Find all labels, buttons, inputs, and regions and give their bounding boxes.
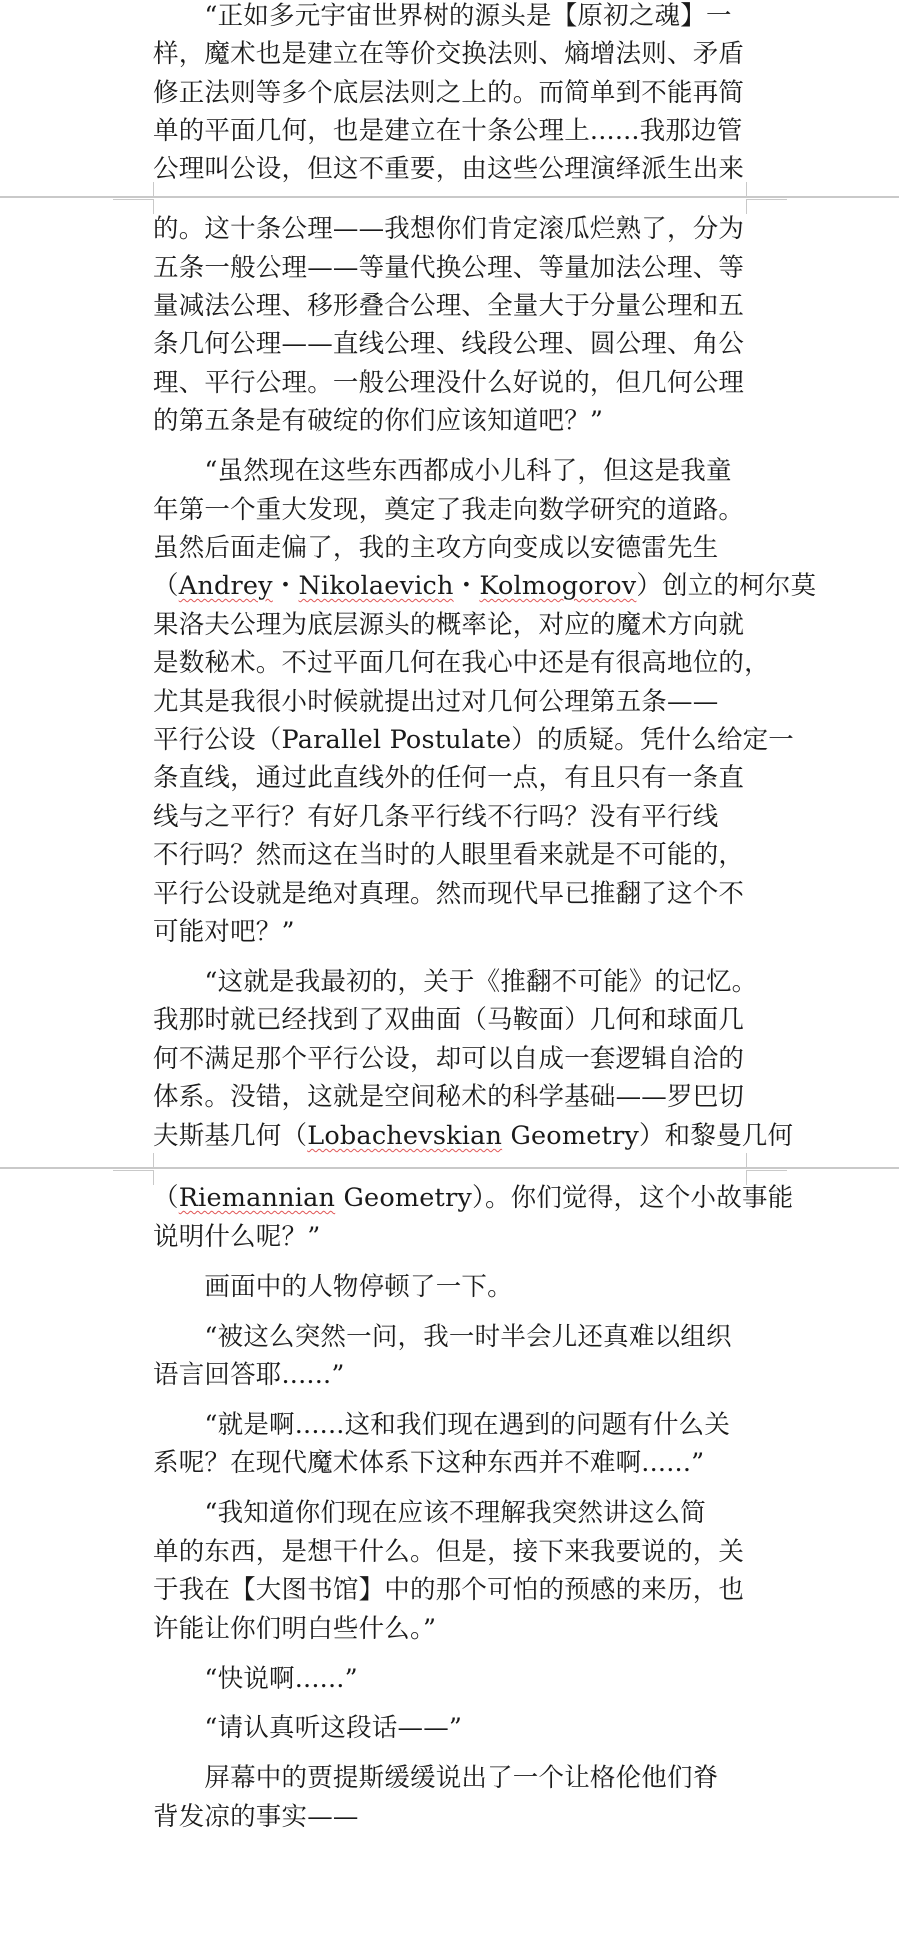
text-line: 单的东西，是想干什么。但是，接下来我要说的，关	[153, 1537, 745, 1567]
paren-open: （	[153, 571, 179, 601]
text-line: 画面中的人物停顿了一下。	[153, 1272, 513, 1302]
text-line: “请认真听这段话——”	[153, 1713, 463, 1743]
text-line: 平行公设就是绝对真理。然而现代早已推翻了这个不	[153, 879, 745, 909]
margin-mark-left-top	[113, 1153, 154, 1168]
margin-mark-left-bottom	[113, 1170, 154, 1185]
text-line: 体系。没错，这就是空间秘术的科学基础——罗巴切	[153, 1082, 745, 1112]
margin-mark-left-bottom	[113, 199, 154, 214]
paren-open: （	[153, 1183, 179, 1213]
margin-mark-right-top	[746, 1153, 787, 1168]
text-line: 五条一般公理——等量代换公理、等量加法公理、等	[153, 253, 745, 283]
spellcheck-word: Andrey	[178, 571, 273, 601]
spellcheck-word: Kolmogorov	[479, 571, 637, 601]
text-line: 果洛夫公理为底层源头的概率论，对应的魔术方向就	[153, 610, 745, 640]
text-line: 何不满足那个平行公设，却可以自成一套逻辑自洽的	[153, 1044, 745, 1074]
text-line: 线与之平行？有好几条平行线不行吗？没有平行线	[153, 802, 719, 832]
text-line-with-names	[153, 1120, 794, 1152]
line-remainder: Geometry）。你们觉得，这个小故事能	[335, 1183, 794, 1213]
text-line: 的。这十条公理——我想你们肯定滚瓜烂熟了，分为	[153, 214, 745, 244]
text-line: 说明什么呢？”	[153, 1222, 321, 1252]
text-line: “我知道你们现在应该不理解我突然讲这么简	[153, 1498, 706, 1528]
text-line: 尤其是我很小时候就提出过对几何公理第五条——	[153, 687, 719, 717]
line-remainder: Geometry）和黎曼几何	[502, 1121, 794, 1151]
text-line: “这就是我最初的，关于《推翻不可能》的记忆。	[153, 967, 758, 997]
text-line: 样，魔术也是建立在等价交换法则、熵增法则、矛盾	[153, 39, 745, 69]
margin-mark-left-top	[113, 182, 154, 197]
text-line: 背发凉的事实——	[153, 1802, 359, 1832]
margin-mark-right-bottom	[746, 199, 787, 214]
text-line-with-names	[153, 570, 817, 602]
text-line: “虽然现在这些东西都成小儿科了，但这是我童	[153, 456, 732, 486]
text-line-with-names	[153, 1182, 794, 1214]
dot-separator: ・	[453, 571, 480, 601]
text-line: 语言回答耶......”	[153, 1360, 345, 1390]
spellcheck-word: Riemannian	[178, 1183, 336, 1213]
text-line: 条直线，通过此直线外的任何一点，有且只有一条直	[153, 763, 745, 793]
text-line: “正如多元宇宙世界树的源头是【原初之魂】一	[153, 1, 732, 31]
text-line: “快说啊......”	[153, 1664, 358, 1694]
dot-separator: ・	[272, 571, 299, 601]
text-line: 年第一个重大发现，奠定了我走向数学研究的道路。	[153, 495, 745, 525]
line-prefix: 夫斯基几何（	[153, 1121, 308, 1151]
text-line: 修正法则等多个底层法则之上的。而简单到不能再简	[153, 78, 745, 108]
text-line: 虽然后面走偏了，我的主攻方向变成以安德雷先生	[153, 533, 719, 563]
text-line: 的第五条是有破绽的你们应该知道吧？”	[153, 406, 604, 436]
text-line: 平行公设（Parallel Postulate）的质疑。凭什么给定一	[153, 725, 795, 755]
text-line: 屏幕中的贾提斯缓缓说出了一个让格伦他们脊	[153, 1763, 719, 1793]
text-line: 公理叫公设，但这不重要，由这些公理演绎派生出来	[153, 154, 745, 184]
line-remainder: ）创立的柯尔莫	[636, 571, 817, 601]
spellcheck-word: Nikolaevich	[298, 571, 454, 601]
text-line: 于我在【大图书馆】中的那个可怕的预感的来历，也	[153, 1575, 745, 1605]
text-line: 许能让你们明白些什么。”	[153, 1614, 437, 1644]
text-line: “被这么突然一问，我一时半会儿还真难以组织	[153, 1322, 732, 1352]
text-line: 条几何公理——直线公理、线段公理、圆公理、角公	[153, 329, 745, 359]
text-line: 系呢？在现代魔术体系下这种东西并不难啊......”	[153, 1448, 705, 1478]
text-line: 可能对吧？”	[153, 917, 295, 947]
text-line: 是数秘术。不过平面几何在我心中还是有很高地位的，	[153, 648, 770, 678]
text-line: 我那时就已经找到了双曲面（马鞍面）几何和球面几	[153, 1005, 745, 1035]
text-line: 不行吗？然而这在当时的人眼里看来就是不可能的，	[153, 840, 745, 870]
text-line: 单的平面几何，也是建立在十条公理上......我那边管	[153, 116, 743, 146]
text-line: “就是啊......这和我们现在遇到的问题有什么关	[153, 1410, 731, 1440]
spellcheck-word: Lobachevskian	[307, 1121, 503, 1151]
text-line: 量减法公理、移形叠合公理、全量大于分量公理和五	[153, 291, 745, 321]
text-line: 理、平行公理。一般公理没什么好说的，但几何公理	[153, 368, 745, 398]
